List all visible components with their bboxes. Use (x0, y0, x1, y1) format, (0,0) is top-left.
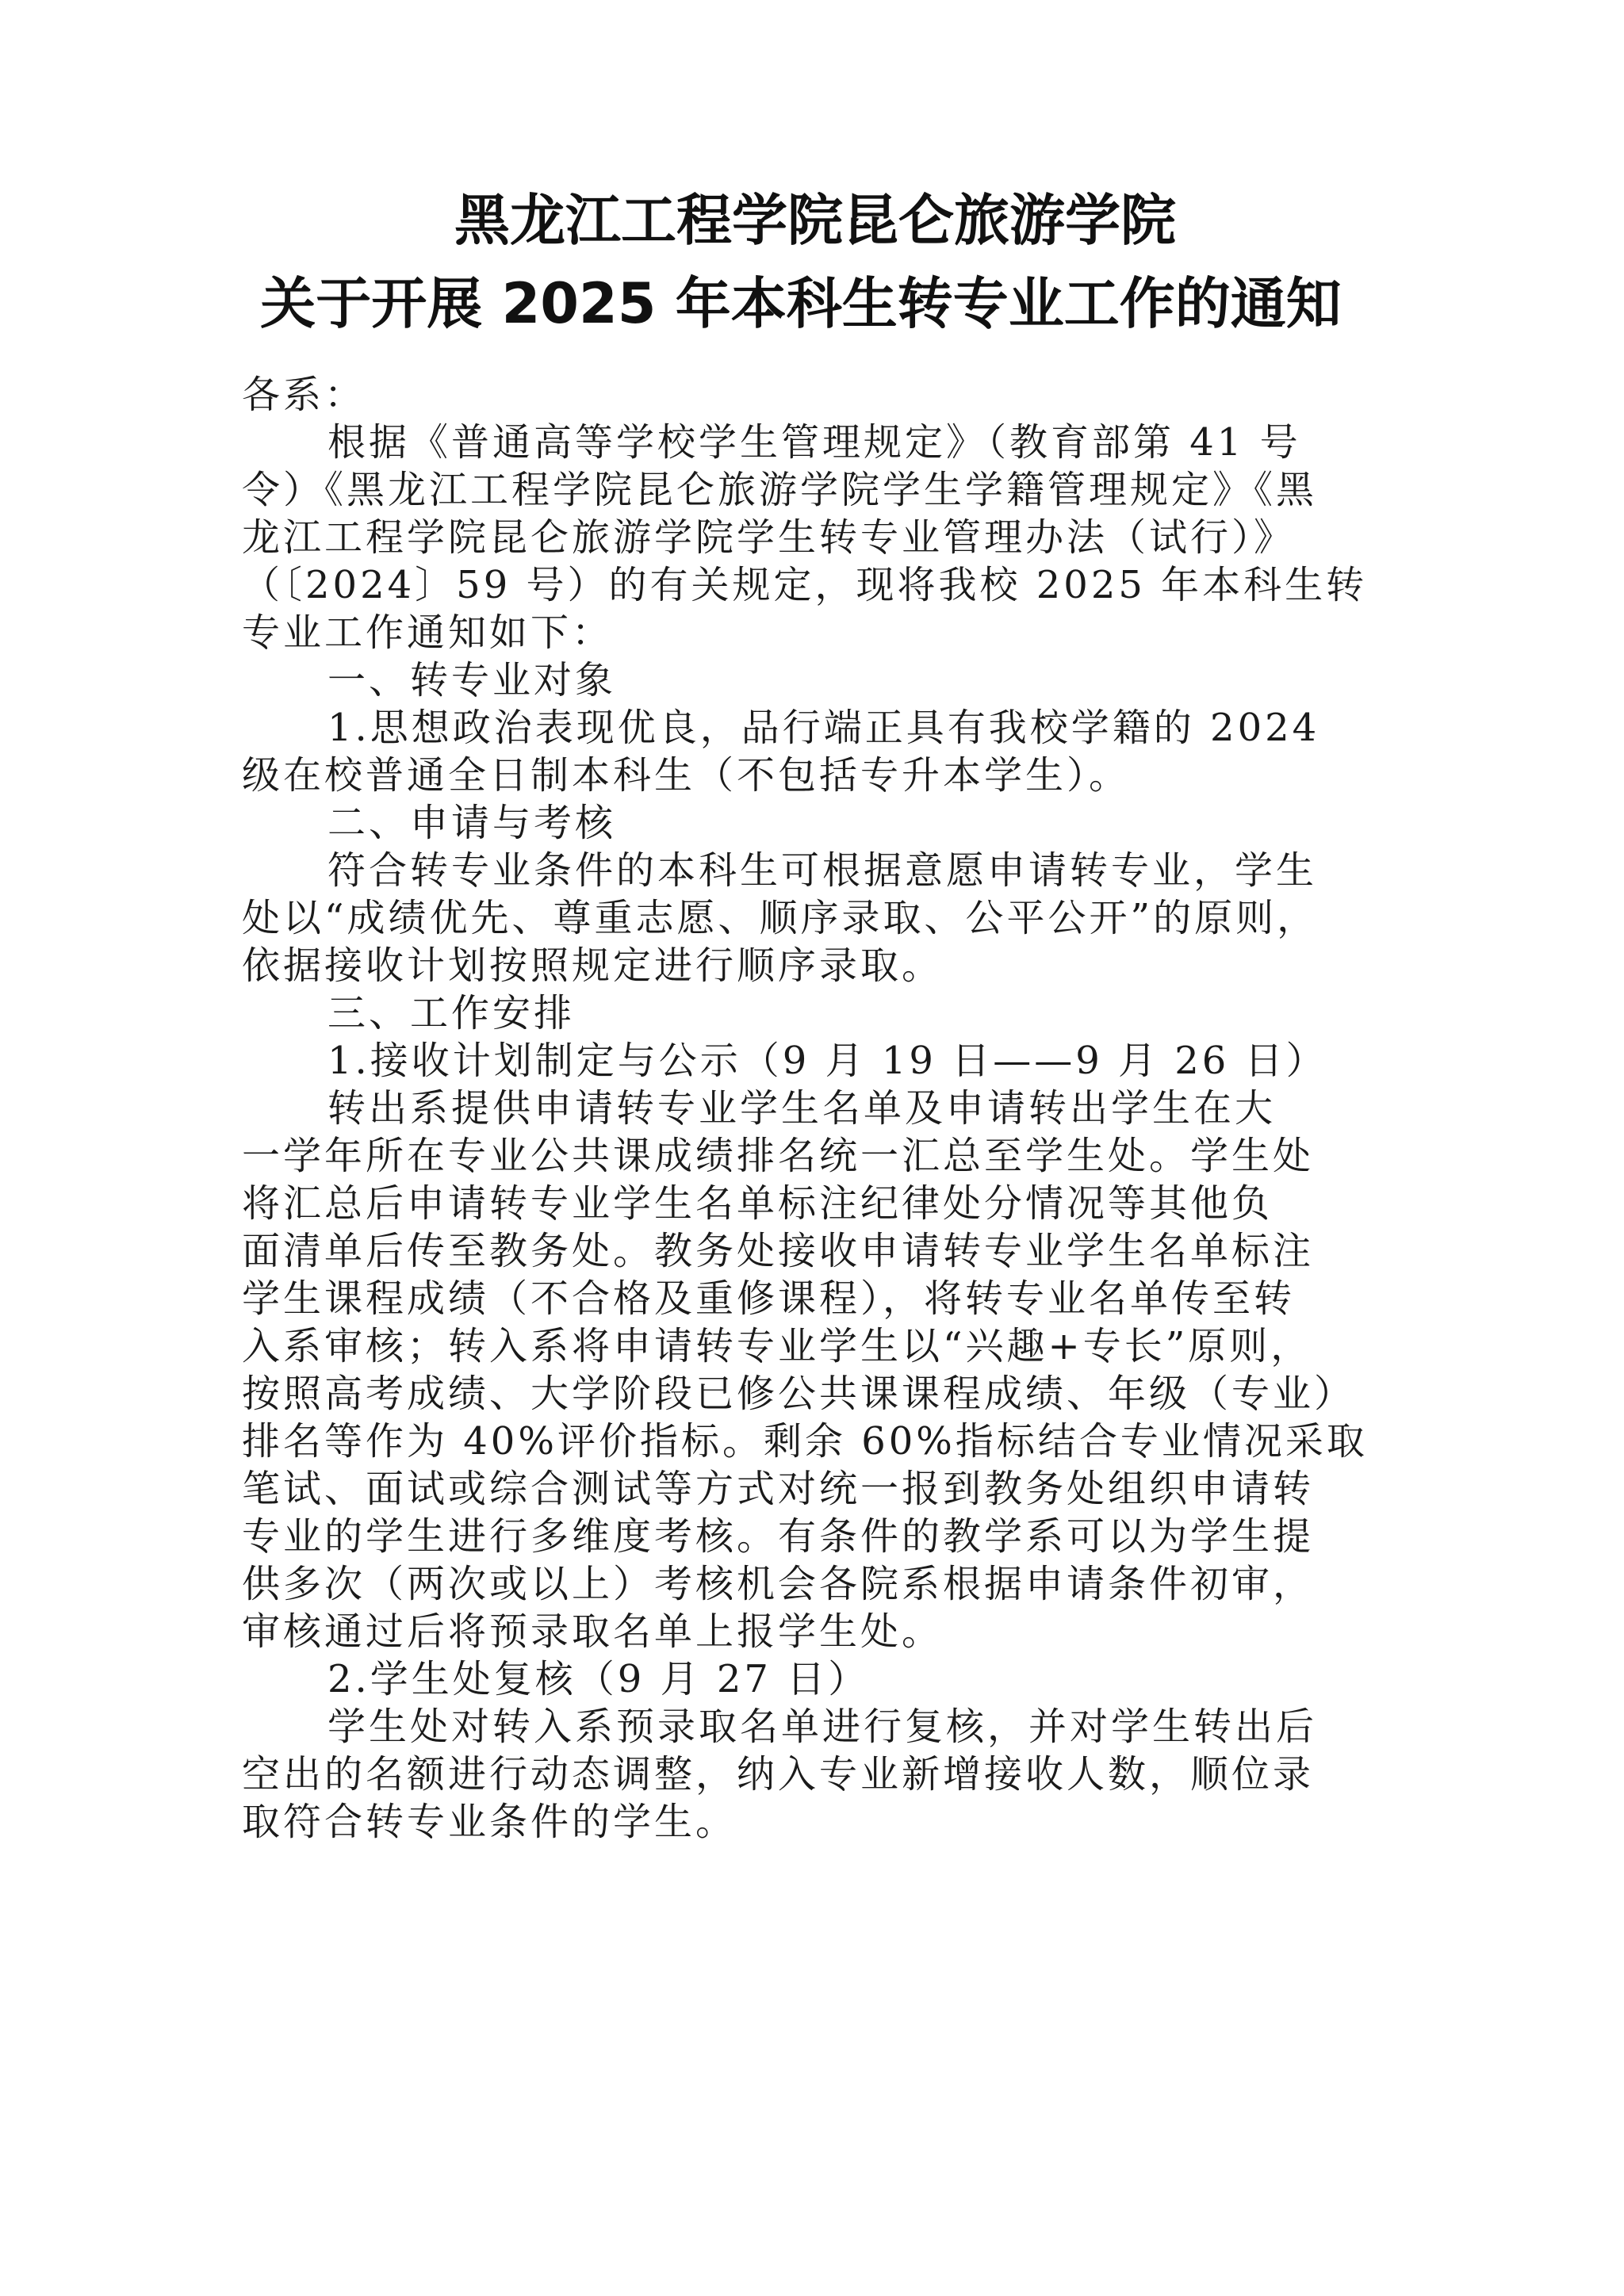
body-line: 面清单后传至教务处。教务处接收申请转专业学生名单标注 (242, 1229, 1315, 1273)
body-line: 处以“成绩优先、尊重志愿、顺序录取、公平公开”的原则， (242, 896, 1319, 940)
body-line: 学生处对转入系预录取名单进行复核，并对学生转出后 (327, 1705, 1318, 1749)
document-body (242, 371, 1388, 1846)
body-line: 按照高考成绩、大学阶段已修公共课课程成绩、年级（专业） (242, 1372, 1356, 1416)
body-line: 根据《普通高等学校学生管理规定》（教育部第 41 号 (327, 420, 1301, 465)
body-line: 专业工作通知如下： (242, 610, 614, 655)
document-title-line-1: 黑龙江工程学院昆仑旅游学院 (454, 188, 1176, 253)
body-line: 供多次（两次或以上）考核机会各院系根据申请条件初审， (242, 1562, 1315, 1606)
body-text (242, 419, 1388, 1846)
document-title-line-2: 关于开展 2025 年本科生转专业工作的通知 (260, 271, 1342, 336)
body-line: 一、转专业对象 (327, 658, 617, 702)
body-line: 级在校普通全日制本科生（不包括专升本学生）。 (242, 753, 1131, 798)
body-line: 龙江工程学院昆仑旅游学院学生转专业管理办法（试行）》 (242, 515, 1296, 560)
greeting: 各系： (242, 373, 366, 417)
body-line: 2.学生处复核（9 月 27 日） (327, 1657, 870, 1701)
body-line: 入系审核；转入系将申请转专业学生以“兴趣+专长”原则， (242, 1324, 1312, 1368)
body-line: 符合转专业条件的本科生可根据意愿申请转专业，学生 (327, 848, 1318, 893)
body-line: 令）《黑龙江工程学院昆仑旅游学院学生学籍管理规定》《黑 (242, 468, 1318, 512)
body-line: 一学年所在专业公共课成绩排名统一汇总至学生处。学生处 (242, 1134, 1315, 1178)
body-line: 转出系提供申请转专业学生名单及申请转出学生在大 (327, 1086, 1277, 1131)
body-line: 将汇总后申请转专业学生名单标注纪律处分情况等其他负 (242, 1181, 1274, 1226)
body-line: 1.接收计划制定与公示（9 月 19 日——9 月 26 日） (327, 1039, 1327, 1083)
body-line: 专业的学生进行多维度考核。有条件的教学系可以为学生提 (242, 1514, 1315, 1559)
body-line: 排名等作为 40%评价指标。剩余 60%指标结合专业情况采取 (242, 1419, 1368, 1464)
body-line: 二、申请与考核 (327, 801, 617, 845)
body-line: 空出的名额进行动态调整，纳入专业新增接收人数，顺位录 (242, 1752, 1315, 1797)
body-line: 取符合转专业条件的学生。 (242, 1800, 737, 1844)
body-line: 依据接收计划按照规定进行顺序录取。 (242, 943, 944, 988)
body-line: 学生课程成绩（不合格及重修课程），将转专业名单传至转 (242, 1276, 1296, 1321)
body-line: 笔试、面试或综合测试等方式对统一报到教务处组织申请转 (242, 1467, 1315, 1511)
body-line: 审核通过后将预录取名单上报学生处。 (242, 1609, 944, 1654)
body-line: （〔2024〕59 号）的有关规定，现将我校 2025 年本科生转 (242, 563, 1368, 607)
body-line: 1.思想政治表现优良，品行端正具有我校学籍的 2024 (327, 706, 1320, 750)
body-line: 三、工作安排 (327, 991, 576, 1035)
